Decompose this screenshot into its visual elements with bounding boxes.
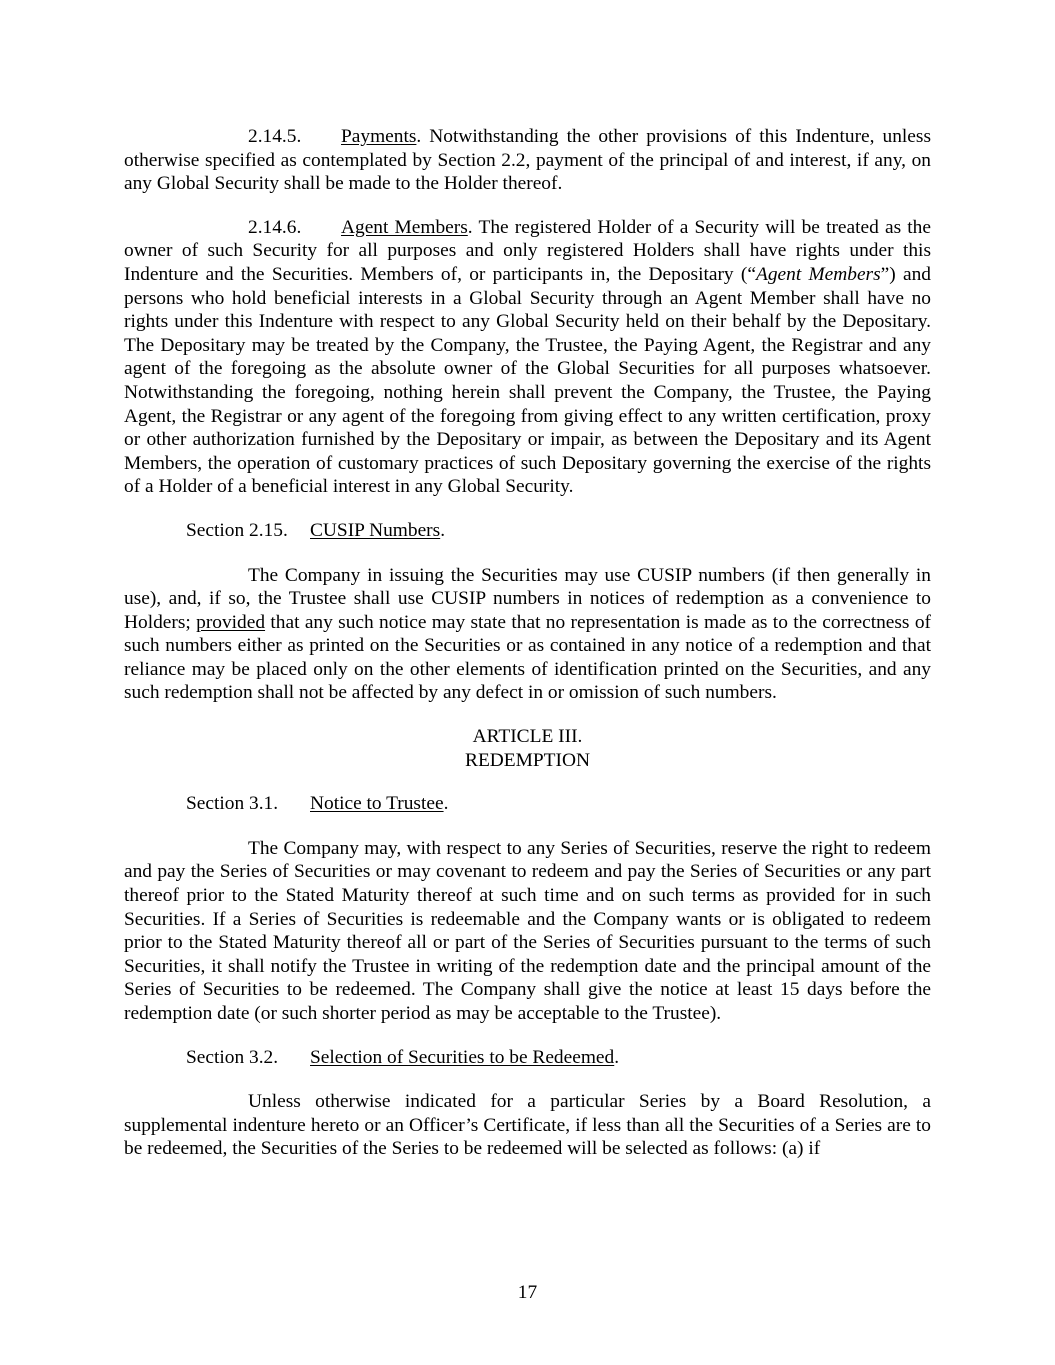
paragraph-2-14-6: 2.14.6. Agent Members. The registered Holder of a Security will be treated as the owner of such Security for all purposes and only registered Holders shall have rights under this Indenture and the Securities. Members of, or participants in, the Depositary (“Agent Members”) and persons who hold beneficial interests in a Global Security through an Agent Member shall have no rights under this Indenture with respect to any Global Security held on their behalf by the Depositary. The Depositary may be treated by the Company, the Trustee, the Paying Agent, the Registrar and any agent of the foregoing as the absolute owner of the Global Securities for all purposes whatsoever. Notwithstanding the foregoing, nothing herein shall prevent the Company, the Trustee, the Paying Agent, the Registrar or any agent of the foregoing from giving effect to any written certification, proxy or other authorization furnished by the Depositary or impair, as between the Depositary and its Agent Members, the operation of customary practices of such Depositary governing the exercise of the rights of a Holder of a beneficial interest in any Global Security. [124, 216, 931, 498]
paragraph-2-15 [124, 564, 931, 706]
section-heading-2-15: Section 2.15. CUSIP Numbers. [186, 519, 446, 541]
section-label: Section 3.1. [186, 793, 279, 815]
section-heading-3-2: Section 3.2. Selection of Securities to be Redeemed. [186, 1046, 620, 1068]
document-page [124, 125, 931, 1161]
paragraph-text: ”) and persons who hold beneficial interests in a Global Security through an Agent Member shall have no rights under this Indenture with respect to any Global Security held on their behalf by the Depositary. The Depositary may be treated by the Company, the Trustee, the Paying Agent, the Registrar and any agent of the foregoing as the absolute owner of the Global Securities for all purposes whatsoever. Notwithstanding the foregoing, nothing herein shall prevent the Company, the Trustee, the Paying Agent, the Registrar or any agent of the foregoing from giving effect to any written certification, proxy or other authorization furnished by the Depositary or impair, as between the Depositary and its Agent Members, the operation of customary practices of such Depositary governing the exercise of the rights of a Holder of a beneficial interest in any Global Security. [124, 263, 931, 498]
paragraph-text: The Company in issuing the Securities may use CUSIP numbers (if then generally in use), and, if so, the Trustee shall use CUSIP numbers in notices of redemption as a convenience to Holders; [124, 564, 931, 633]
article-title: REDEMPTION [465, 749, 590, 771]
section-number: 2.14.5. [248, 126, 302, 147]
defined-term: Agent Members [755, 263, 881, 285]
section-title: Payments [341, 126, 417, 147]
paragraph-text: The registered Holder of a Security will be treated as the owner of such Security for all purposes and only registered Holders shall have rights under this Indenture and the Securities. Members of, or participants in, the Depositary (“ [124, 216, 931, 285]
paragraph-3-2 [124, 1090, 931, 1161]
paragraph-text: The Company may, with respect to any Series of Securities, reserve the right to redeem and pay the Series of Securities or may covenant to redeem and pay the Series of Securities or any part thereof prior to the Stated Maturity thereof at such time and on such terms as provided for in such Securities. If a Series of Securities is redeemable and the Company wants or is obligated to redeem prior to the Stated Maturity thereof all or part of the Series of Securities pursuant to the terms of such Securities, it shall notify the Trustee in writing of the redemption date and the principal amount of the Series of Securities to be redeemed. The Company shall give the notice at least 15 days before the redemption date (or such shorter period as may be acceptable to the Trustee). [124, 837, 931, 1024]
section-label: Section 3.2. [186, 1046, 279, 1068]
section-title: Notice to Trustee [310, 793, 444, 815]
section-number: 2.14.6. [248, 216, 302, 238]
paragraph-2-14-5: 2.14.5. Payments. Notwithstanding the other provisions of this Indenture, unless otherwise specified as contemplated by Section 2.2, payment of the principal of and interest, if any, on any Global Security shall be made to the Holder thereof. [124, 126, 931, 195]
article-number: ARTICLE III. [472, 726, 583, 748]
section-heading-3-1: Section 3.1. Notice to Trustee. [186, 793, 449, 815]
section-title: CUSIP Numbers [310, 519, 441, 541]
paragraph-text: that any such notice may state that no representation is made as to the correctness of such numbers either as printed on the Securities or as contained in any notice of a redemption and that reliance may be placed only on the other elements of identification printed on the Securities, and any such redemption shall not be affected by any defect in or omission of such numbers. [124, 611, 931, 704]
section-label: Section 2.15. [186, 519, 288, 541]
paragraph-text: Unless otherwise indicated for a particular Series by a Board Resolution, a supplemental indenture hereto or an Officer’s Certificate, if less than all the Securities of a Series are to be redeemed, the Securities of the Series to be redeemed will be selected as follows: (a) if [124, 1091, 931, 1160]
paragraph-3-1 [124, 837, 931, 1026]
article-heading [124, 725, 931, 772]
paragraph-text: Notwithstanding the other provisions of this Indenture, unless otherwise specified as contemplated by Section 2.2, payment of the principal of and interest, if any, on any Global Security shall be made to the Holder thereof. [124, 126, 931, 195]
page-number: 17 [517, 1282, 538, 1303]
section-title: Selection of Securities to be Redeemed [310, 1046, 615, 1068]
provided-term: provided [196, 611, 266, 633]
section-title: Agent Members [341, 216, 468, 238]
